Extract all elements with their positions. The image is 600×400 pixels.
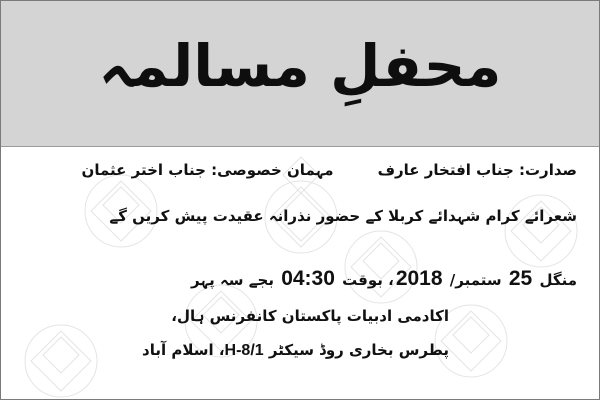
date-time-line [191, 267, 577, 291]
time-suffix: بجے سہ پہر [190, 271, 274, 289]
day-number: 25 [508, 267, 533, 290]
month-name: ستمبر/ [449, 271, 502, 289]
sector-code: H-8/1 [224, 342, 264, 359]
time-prefix: ، بوقت [342, 271, 394, 289]
day-name: منگل [539, 271, 577, 289]
presidency-text: صدارت: جناب افتخار عارف [377, 161, 577, 179]
pattern-motif [25, 325, 97, 397]
time-value: 04:30 [281, 267, 335, 290]
venue-line: اکادمی ادبیات پاکستان کانفرنس ہال، [171, 307, 449, 325]
city-name: ، اسلام آباد [142, 341, 225, 359]
presidency-line [82, 161, 577, 179]
poets-line: شعرائے کرام شہدائے کربلا کے حضور نذرانہ عقیدت پیش کریں گے [109, 207, 577, 225]
address-line [142, 341, 449, 360]
page-title: محفلِ مسالمہ [98, 32, 502, 100]
year-number: 2018 [395, 267, 443, 290]
street-name: پطرس بخاری روڈ سیکٹر [268, 341, 449, 359]
pattern-motif [505, 195, 577, 267]
chief-guest-text: مہمان خصوصی: جناب اختر عثمان [81, 161, 334, 179]
title-banner [1, 1, 599, 147]
